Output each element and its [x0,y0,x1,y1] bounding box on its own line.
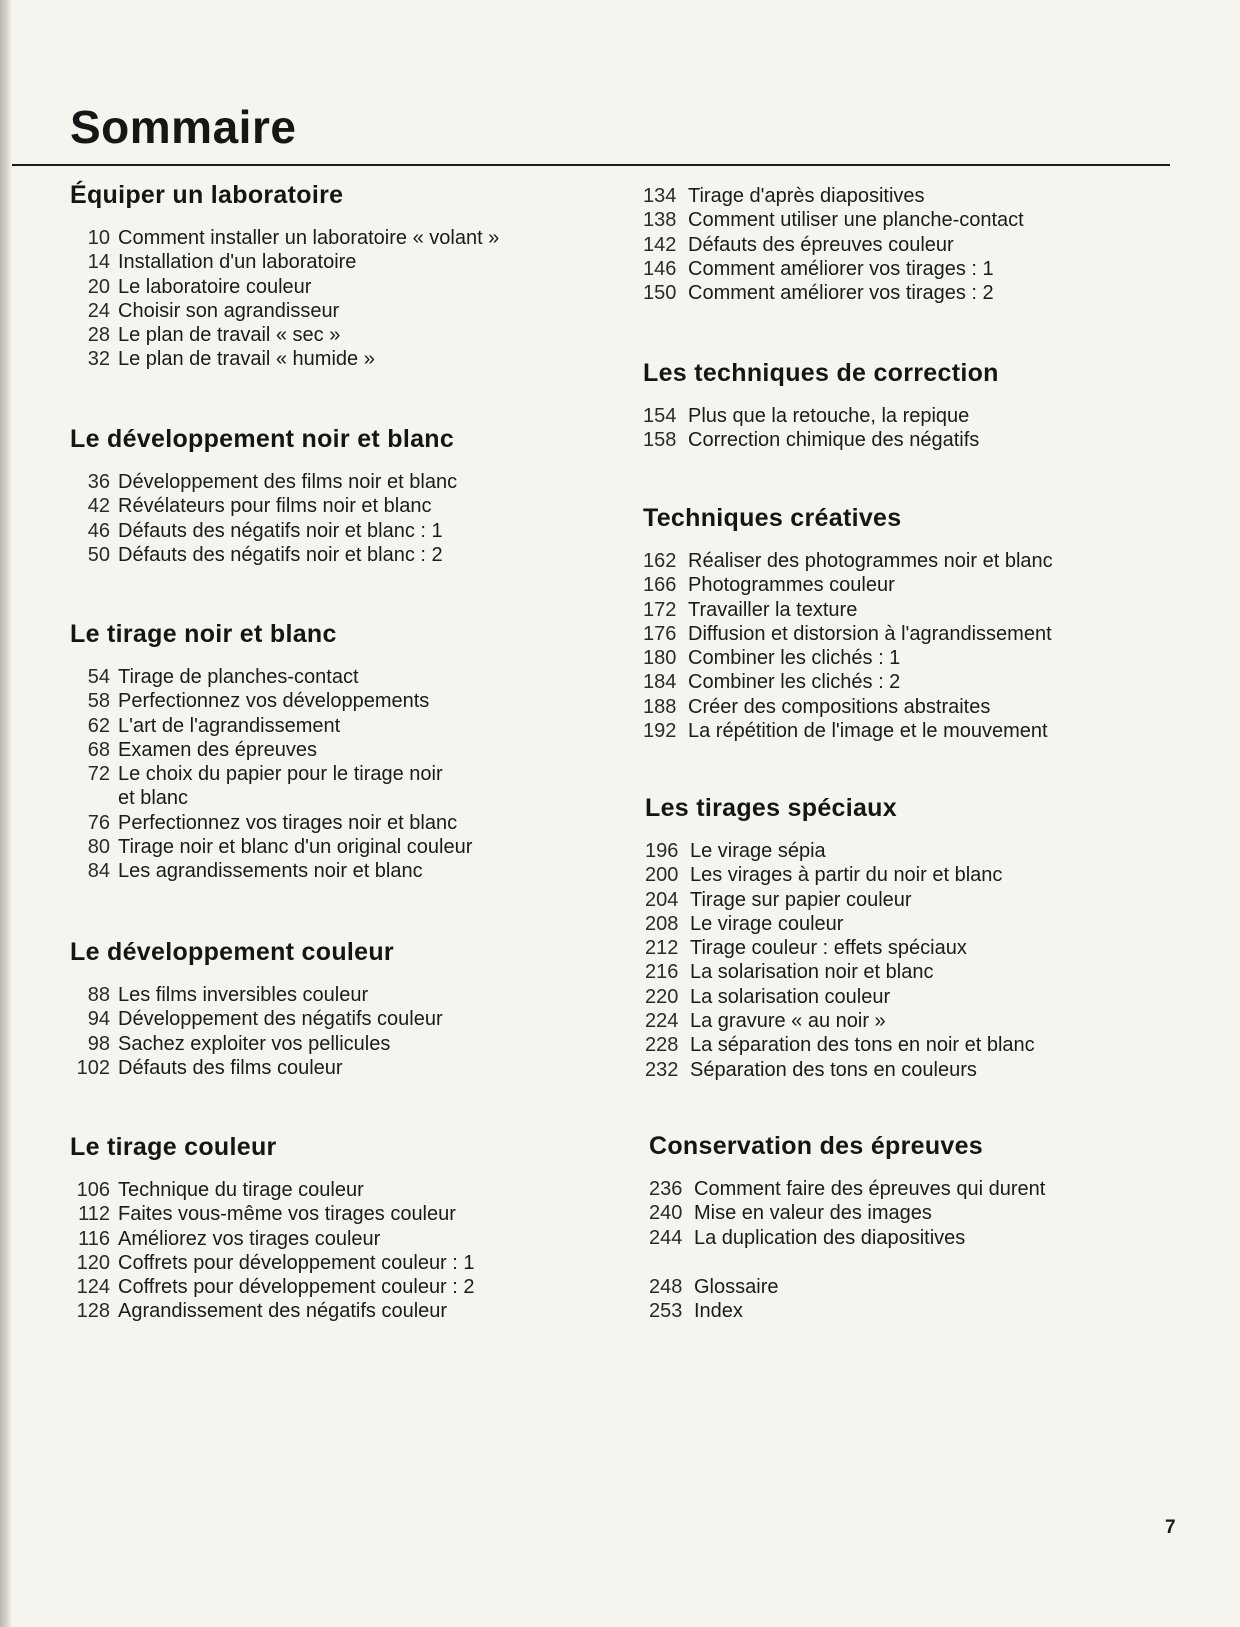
toc-entry-page: 28 [87,324,110,347]
section-heading: Les tirages spéciaux [645,794,897,822]
toc-entry-page: 76 [87,811,110,834]
page-number: 7 [1165,1517,1176,1538]
toc-entry-title: Glossaire [694,1276,779,1298]
toc-entry [70,275,499,299]
toc-entry [645,863,1035,887]
toc-entry-title: Photogrammes couleur [688,574,895,597]
toc-entry-title: Coffrets pour développement couleur : 2 [118,1276,475,1299]
toc-entry-title: Créer des compositions abstraites [688,695,991,718]
toc-entry [643,428,999,452]
toc-entry [643,573,1053,597]
toc-entry-page: 10 [87,227,110,249]
toc-entry-page: 36 [87,471,110,493]
toc-entry-title: Index [694,1300,743,1323]
toc-entry-page: 172 [643,598,677,621]
toc-entry-title: Séparation des tons en couleurs [690,1058,977,1081]
toc-entry-page: 204 [645,888,679,911]
section-heading: Le tirage noir et blanc [70,620,337,648]
toc-entry-page: 24 [87,299,110,322]
toc-entry-title: Révélateurs pour films noir et blanc [118,495,432,518]
toc-entry-page: 200 [645,864,679,887]
toc-entry-page: 192 [643,720,677,743]
toc-entry-page: 20 [87,275,110,298]
toc-entry [645,888,1035,912]
toc-entry-page: 124 [76,1276,110,1299]
toc-entries [649,1177,1045,1250]
toc-entry [70,859,472,883]
toc-entry-page: 68 [87,738,110,761]
toc-entry [70,1251,475,1275]
toc-entry-page: 54 [87,666,110,688]
toc-entry-title: Examen des épreuves [118,738,318,761]
title-divider [12,164,1170,166]
toc-entry [70,299,499,323]
toc-entry-page: 120 [76,1251,110,1274]
toc-entry-title: Installation d'un laboratoire [118,251,357,274]
toc-entry-page: 224 [645,1010,679,1033]
toc-entry-title: Comment améliorer vos tirages : 1 [688,257,994,280]
toc-entry [643,281,1024,305]
toc-entries [70,1178,475,1324]
toc-entry-title: La séparation des tons en noir et blanc [690,1034,1035,1057]
toc-entry-page: 162 [643,550,677,572]
toc-entries [643,184,1024,305]
toc-entry [643,404,999,428]
toc-entry-page: 232 [645,1058,679,1081]
toc-entry-page: 32 [87,348,110,371]
toc-entry-title: Améliorez vos tirages couleur [118,1227,381,1250]
toc-entry [645,936,1035,960]
toc-entry-page: 142 [643,233,677,256]
toc-entry-title: Combiner les clichés : 1 [688,647,901,670]
toc-entry-page: 220 [645,985,679,1008]
toc-entry-page: 112 [78,1203,110,1226]
toc-entry-title: Défauts des négatifs noir et blanc : 1 [118,519,443,542]
toc-entries [70,470,457,567]
toc-entry [70,1299,475,1323]
toc-entry [643,549,1053,573]
toc-entry-title: Sachez exploiter vos pellicules [118,1032,391,1055]
toc-entry-title: Défauts des négatifs noir et blanc : 2 [118,543,443,566]
toc-entry-page: 46 [87,519,110,542]
toc-entry-page: 116 [78,1227,110,1250]
toc-entry [643,233,1024,257]
toc-entry-title: La solarisation noir et blanc [690,961,934,984]
toc-entries [70,983,443,1080]
toc-entry [70,762,472,786]
toc-entry-page: 14 [87,251,110,274]
toc-entry [70,1202,475,1226]
toc-entry-page: 253 [649,1300,683,1323]
toc-entry-title: Comment améliorer vos tirages : 2 [688,282,994,305]
toc-entry-title: Le plan de travail « sec » [118,324,341,347]
page-title: Sommaire [70,101,297,153]
toc-entry-title: Diffusion et distorsion à l'agrandissement [688,622,1052,645]
toc-entry-page: 106 [76,1179,110,1201]
toc-entries [70,226,499,372]
toc-entry-page: 98 [87,1032,110,1055]
toc-entry [645,960,1035,984]
toc-entry-title: Tirage de planches-contact [118,666,359,688]
toc-entry-title: Le choix du papier pour le tirage noir [118,763,443,786]
toc-entry [645,1033,1035,1057]
toc-entry-title: Mise en valeur des images [694,1202,932,1225]
toc-section [645,793,1035,1082]
toc-entry-page: 180 [643,647,677,670]
toc-entry-page: 184 [643,671,677,694]
toc-entry-title: Le plan de travail « humide » [118,348,375,371]
toc-section [70,424,457,567]
toc-section [643,503,1053,743]
toc-entry-page: 154 [643,405,677,427]
section-heading: Le développement couleur [70,938,394,966]
toc-entry-title: Tirage sur papier couleur [690,888,912,911]
toc-entry [70,1227,475,1251]
toc-entry [643,208,1024,232]
toc-entry-page: 128 [76,1300,110,1323]
toc-entry-page: 42 [87,495,110,518]
section-heading: Le tirage couleur [70,1133,277,1161]
toc-entry [70,519,457,543]
toc-entry [643,622,1053,646]
toc-entry-page: 138 [643,209,677,232]
toc-section [643,184,1024,305]
toc-entry-page: 208 [645,912,679,935]
toc-entry [70,1056,443,1080]
toc-entries [70,665,472,884]
toc-entry-title: La répétition de l'image et le mouvement [688,720,1048,743]
toc-section [643,358,999,453]
toc-entry-page: 134 [643,185,677,207]
toc-entry [649,1299,778,1323]
toc-entry-title: Le virage couleur [690,912,844,935]
toc-entry-title: Développement des négatifs couleur [118,1008,443,1031]
toc-entry [649,1226,1045,1250]
toc-entry-title: Perfectionnez vos tirages noir et blanc [118,811,458,834]
toc-entry [70,323,499,347]
toc-entry-title: Les virages à partir du noir et blanc [690,864,1003,887]
section-heading: Les techniques de correction [643,359,999,387]
toc-entry-title: Le laboratoire couleur [118,275,312,298]
toc-entry-title: Tirage d'après diapositives [688,185,925,207]
toc-entry [645,985,1035,1009]
section-heading: Équiper un laboratoire [70,181,344,209]
toc-entry-page: 62 [87,714,110,737]
toc-entry-title: Comment faire des épreuves qui durent [694,1178,1046,1200]
toc-entry [70,470,457,494]
toc-entry-page: 146 [643,257,677,280]
toc-entry [70,347,499,371]
toc-entry-page: 58 [87,690,110,713]
toc-entry-title: Les films inversibles couleur [118,984,369,1006]
toc-section [649,1275,778,1324]
toc-entry-page: 158 [643,429,677,452]
toc-entry [643,598,1053,622]
toc-entry [643,184,1024,208]
toc-entry-title: Comment utiliser une planche-contact [688,209,1024,232]
toc-section [649,1131,1045,1250]
toc-entry-title: Perfectionnez vos développements [118,690,430,713]
toc-entry-title: Combiner les clichés : 2 [688,671,901,694]
toc-entry-title: La duplication des diapositives [694,1226,966,1249]
toc-entry-title: Technique du tirage couleur [118,1179,364,1201]
toc-entry [645,1009,1035,1033]
section-heading: Conservation des épreuves [649,1132,984,1160]
toc-entry-title: Développement des films noir et blanc [118,471,458,493]
toc-entry [70,1275,475,1299]
toc-entry-page: 176 [643,622,677,645]
section-heading: Techniques créatives [643,504,902,532]
toc-entry-page: 50 [87,543,110,566]
toc-entries [643,549,1053,743]
toc-entry [643,719,1053,743]
toc-entry [70,689,472,713]
toc-entry [70,226,499,250]
toc-entry-title: La gravure « au noir » [690,1010,886,1033]
toc-entry-title: Agrandissement des négatifs couleur [118,1300,448,1323]
toc-entry-title: Le virage sépia [690,840,826,862]
toc-entry-page: 102 [76,1056,110,1079]
toc-entry-page: 236 [649,1178,683,1200]
toc-entry-page: 216 [645,961,679,984]
toc-entry [643,670,1053,694]
toc-entry [645,1058,1035,1082]
toc-entry-page: 212 [645,937,679,960]
toc-entry [70,1178,475,1202]
toc-entry [70,1032,443,1056]
toc-entry [643,257,1024,281]
toc-entry [70,786,472,810]
toc-section [70,1132,475,1324]
toc-entry-title: Tirage noir et blanc d'un original couleur [118,836,473,859]
toc-entry-page: 248 [649,1276,683,1298]
toc-entry-title: et blanc [118,787,189,810]
toc-entry [70,494,457,518]
toc-entry-page: 88 [87,984,110,1006]
section-heading: Le développement noir et blanc [70,425,455,453]
toc-entry-title: Travailler la texture [688,598,858,621]
toc-entries [643,404,999,453]
toc-entry-page: 196 [645,840,679,862]
book-spine-edge [0,0,12,1627]
toc-entry-page: 166 [643,574,677,597]
toc-entry [70,250,499,274]
toc-section [70,180,499,372]
toc-entry-page: 240 [649,1202,683,1225]
toc-entry [70,835,472,859]
toc-entry-page: 150 [643,282,677,305]
toc-entry-title: Correction chimique des négatifs [688,429,980,452]
toc-entry-title: Défauts des films couleur [118,1056,343,1079]
toc-entries [649,1275,778,1324]
toc-entry-page: 228 [645,1034,679,1057]
toc-entry-title: Les agrandissements noir et blanc [118,860,423,883]
toc-entry-title: Faites vous-même vos tirages couleur [118,1203,456,1226]
toc-entry-page: 80 [87,836,110,859]
toc-entry-title: Choisir son agrandisseur [118,299,340,322]
toc-entry-title: Coffrets pour développement couleur : 1 [118,1251,475,1274]
toc-entry [70,1007,443,1031]
toc-entry [70,983,443,1007]
toc-entry [70,738,472,762]
toc-entry-page: 94 [87,1008,110,1031]
toc-entry [649,1275,778,1299]
toc-entry-title: Plus que la retouche, la repique [688,405,970,427]
toc-entry-title: Défauts des épreuves couleur [688,233,954,256]
toc-entry [643,646,1053,670]
toc-entry [649,1201,1045,1225]
toc-entry [70,714,472,738]
toc-entry [645,912,1035,936]
toc-entry [643,695,1053,719]
toc-section [70,619,472,884]
toc-entry-title: La solarisation couleur [690,985,891,1008]
toc-entry [70,665,472,689]
toc-entry [649,1177,1045,1201]
toc-entry-title: Comment installer un laboratoire « volant » [118,227,500,249]
toc-entry [70,543,457,567]
toc-entry-page: 84 [87,860,110,883]
toc-entry-title: Réaliser des photogrammes noir et blanc [688,550,1053,572]
toc-entry-page: 188 [643,695,677,718]
toc-entry-page: 244 [649,1226,683,1249]
toc-entries [645,839,1035,1082]
toc-entry-page: 72 [87,763,110,786]
toc-entry [70,811,472,835]
toc-section [70,937,443,1080]
toc-entry [645,839,1035,863]
toc-entry-title: Tirage couleur : effets spéciaux [690,937,967,960]
toc-entry-page [70,786,110,810]
toc-entry-title: L'art de l'agrandissement [118,714,341,737]
